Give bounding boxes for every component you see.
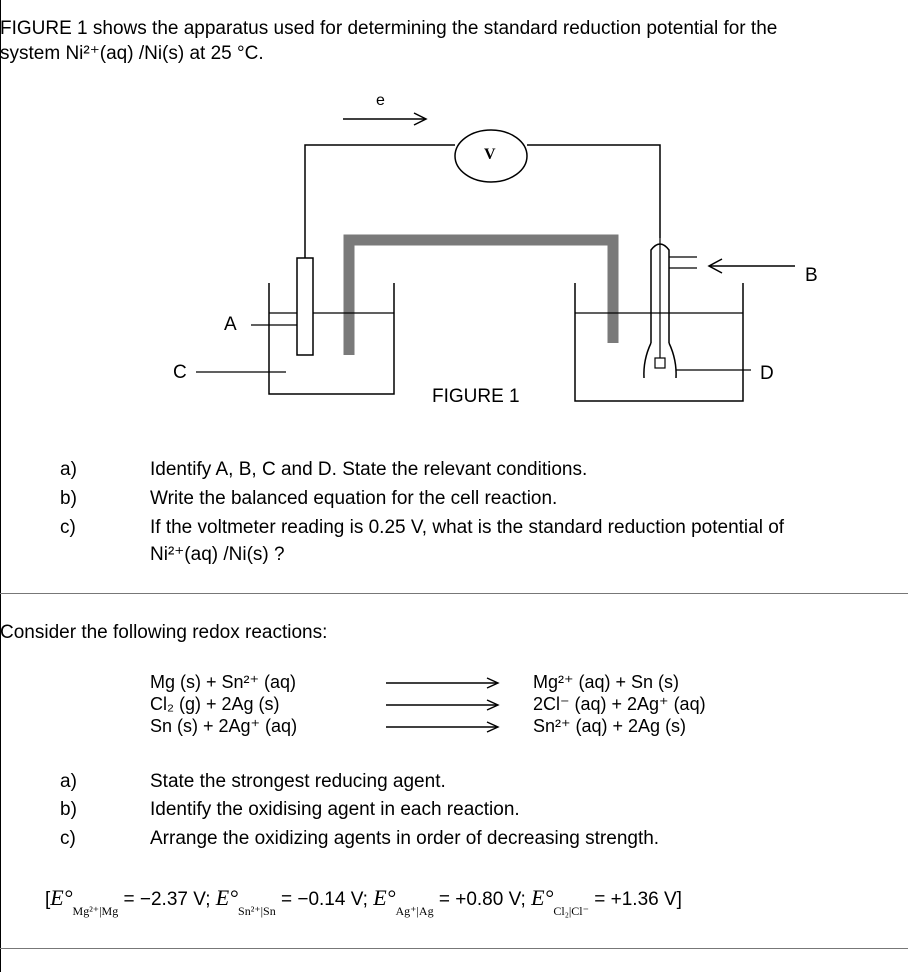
q1-part-c-text-continued: Ni²⁺(aq) /Ni(s) ? [150, 544, 285, 565]
e-symbol-mg: E° [50, 885, 73, 910]
ag-couple-subscript: Ag⁺|Ag [395, 904, 434, 918]
q1-part-c-letter: c) [60, 517, 76, 538]
left-beaker [269, 283, 394, 394]
q1-part-b-letter: b) [60, 488, 77, 509]
question1-intro-line2: system Ni²⁺(aq) /Ni(s) at 25 °C. [0, 43, 264, 64]
voltmeter-label: V [484, 146, 496, 163]
reaction-2-arrow-head [487, 700, 498, 710]
figure-caption: FIGURE 1 [432, 386, 520, 407]
reaction-3-reactants: Sn (s) + 2Ag⁺ (aq) [150, 716, 298, 736]
q1-part-a-text: Identify A, B, C and D. State the relevant conditions. [150, 459, 588, 480]
question1-intro-line1: FIGURE 1 shows the apparatus used for determining the standard reduction potential for the [0, 18, 778, 39]
reaction-3-products: Sn²⁺ (aq) + 2Ag (s) [533, 716, 687, 736]
standard-potentials-line [45, 878, 682, 921]
reaction-1-products: Mg²⁺ (aq) + Sn (s) [533, 672, 680, 692]
reaction-2-reactants: Cl₂ (g) + 2Ag (s) [150, 694, 280, 714]
bottom-divider [0, 948, 908, 949]
right-beaker [575, 283, 743, 401]
ag-potential-value: = +0.80 V; [433, 889, 532, 910]
e-symbol-ag: E° [373, 885, 396, 910]
label-c: C [173, 362, 187, 383]
q1-part-b-text: Write the balanced equation for the cell reaction. [150, 488, 558, 509]
cl-couple-subscript: Cl₂|Cl⁻ [553, 904, 589, 918]
reaction-2-products: 2Cl⁻ (aq) + 2Ag⁺ (aq) [533, 694, 706, 714]
platinum-foil [655, 358, 665, 368]
label-a: A [224, 314, 237, 335]
section-divider [0, 593, 908, 594]
electrode-a [297, 258, 313, 355]
right-wire [527, 145, 660, 238]
sn-couple-subscript: Sn²⁺|Sn [238, 904, 276, 918]
q2-part-b-letter: b) [60, 799, 77, 820]
q1-part-c-text: If the voltmeter reading is 0.25 V, what is the standard reduction potential of [150, 517, 785, 538]
mg-potential-value: = −2.37 V; [118, 889, 216, 910]
q2-part-a-text: State the strongest reducing agent. [150, 771, 446, 792]
q2-part-a-letter: a) [60, 771, 77, 792]
e-symbol-sn: E° [215, 885, 239, 910]
salt-bridge [349, 240, 613, 355]
reaction-3-arrow-head [487, 722, 498, 732]
question2-intro: Consider the following redox reactions: [0, 622, 328, 643]
label-d: D [760, 363, 774, 384]
reaction-1-reactants: Mg (s) + Sn²⁺ (aq) [150, 672, 297, 692]
q1-part-a-letter: a) [60, 459, 77, 480]
potentials-open-bracket: [ [45, 889, 51, 910]
reaction-1-arrow-head [487, 678, 498, 688]
electron-label: e [376, 92, 385, 109]
mg-couple-subscript: Mg²⁺|Mg [72, 904, 119, 918]
q2-part-c-text: Arrange the oxidizing agents in order of decreasing strength. [150, 828, 660, 849]
q2-part-b-text: Identify the oxidising agent in each reaction. [150, 799, 520, 820]
cl-potential-value: = +1.36 V] [588, 889, 682, 910]
sn-potential-value: = −0.14 V; [275, 889, 374, 910]
label-b: B [805, 265, 818, 286]
q2-part-c-letter: c) [60, 828, 76, 849]
e-symbol-cl: E° [531, 885, 554, 910]
